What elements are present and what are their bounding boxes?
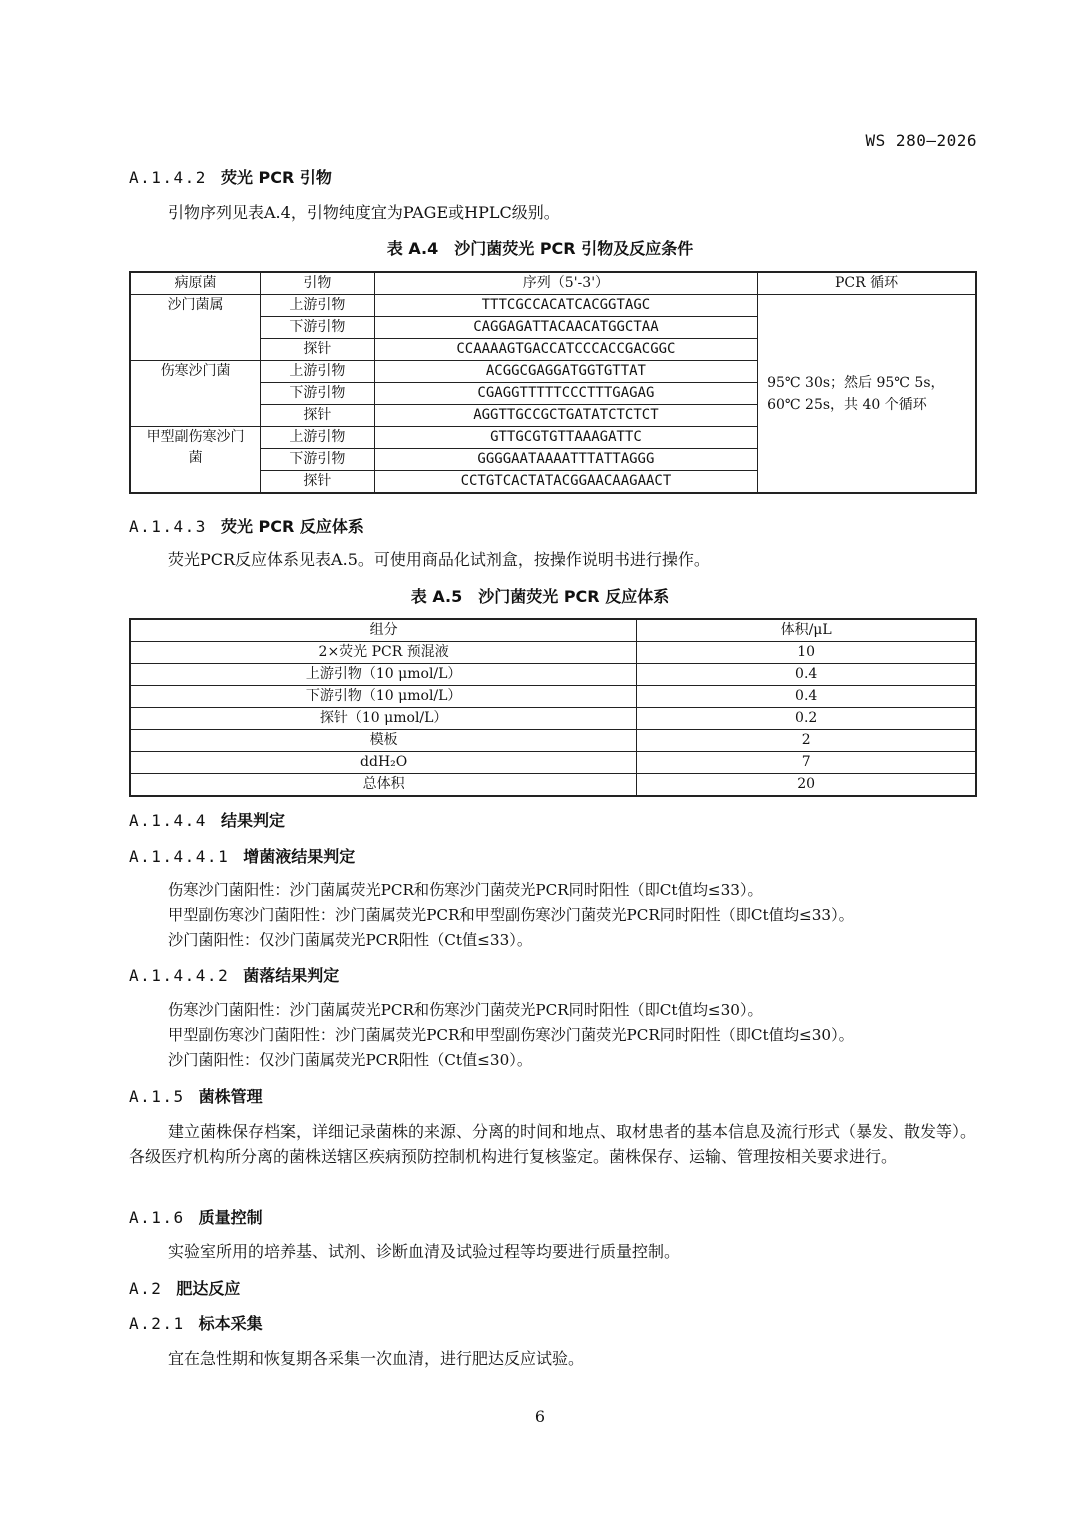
section-heading-a1-5	[129, 1084, 263, 1107]
sequence-cell: GGGGAATAAAATTTATTAGGG	[374, 449, 757, 471]
table-header-row	[130, 272, 976, 295]
table-header-row	[130, 619, 976, 642]
table-a4	[129, 271, 977, 494]
sequence-cell: CAGGAGATTACAACATGGCTAA	[374, 317, 757, 339]
paragraph: 伤寒沙门菌阳性：沙门菌属荧光PCR和伤寒沙门菌荧光PCR同时阳性（即Ct值均≤33）。	[168, 881, 763, 899]
pathogen-cell: 沙门菌属	[130, 295, 261, 361]
section-number: A.1.4.4.1	[129, 847, 230, 866]
section-number: A.1.4.2	[129, 168, 207, 187]
sequence-cell: CCTGTCACTATACGGAACAAGAACT	[374, 471, 757, 494]
header-cell: 序列（5'-3'）	[374, 272, 757, 295]
paragraph: 荧光PCR反应体系见表A.5。可使用商品化试剂盒，按操作说明书进行操作。	[168, 550, 710, 569]
primer-cell: 下游引物	[261, 317, 375, 339]
section-heading-a1-4-2	[129, 165, 332, 188]
volume-cell: 7	[637, 752, 976, 774]
header-cell: 引物	[261, 272, 375, 295]
primer-cell: 下游引物	[261, 383, 375, 405]
paragraph: 实验室所用的培养基、试剂、诊断血清及试验过程等均要进行质量控制。	[168, 1242, 681, 1261]
table-caption-a4: 表 A.4 沙门菌荧光 PCR 引物及反应条件	[386, 239, 694, 258]
sequence-cell: CCAAAAGTGACCATCCCACCGACGGC	[374, 339, 757, 361]
document-code: WS 280—2026	[865, 131, 977, 150]
table-row	[130, 664, 976, 686]
table-row	[130, 686, 976, 708]
paragraph: 引物序列见表A.4，引物纯度宜为PAGE或HPLC级别。	[168, 203, 560, 222]
section-heading-a2	[129, 1276, 240, 1299]
table-a5	[129, 618, 977, 797]
section-title: 肥达反应	[176, 1279, 241, 1298]
section-title: 菌落结果判定	[243, 966, 340, 985]
paragraph: 建立菌株保存档案，详细记录菌株的来源、分离的时间和地点、取材患者的基本信息及流行形式（暴发、散发等）。各级医疗机构所分离的菌株送辖区疾病预防控制机构进行复核鉴定。菌株保存、运输、管理按相关要求进行。	[129, 1122, 977, 1166]
section-heading-a2-1	[129, 1311, 263, 1334]
pathogen-cell: 伤寒沙门菌	[130, 361, 261, 427]
section-number: A.1.6	[129, 1208, 185, 1227]
component-cell: 探针（10 μmol/L）	[130, 708, 637, 730]
table-row	[130, 774, 976, 797]
sequence-cell: CGAGGTTTTTCCCTTTGAGAG	[374, 383, 757, 405]
header-cell: PCR 循环	[758, 272, 976, 295]
component-cell: 下游引物（10 μmol/L）	[130, 686, 637, 708]
sequence-cell: TTTCGCCACATCACGGTAGC	[374, 295, 757, 317]
primer-cell: 上游引物	[261, 427, 375, 449]
pcr-cycle-line: 60℃ 25s，共 40 个循环	[767, 396, 927, 413]
pcr-cycle-cell	[758, 295, 976, 494]
volume-cell: 0.4	[637, 664, 976, 686]
component-cell: 总体积	[130, 774, 637, 797]
volume-cell: 10	[637, 642, 976, 664]
component-cell: 2×荧光 PCR 预混液	[130, 642, 637, 664]
section-number: A.1.4.4	[129, 811, 207, 830]
header-cell: 体积/μL	[637, 619, 976, 642]
section-number: A.2	[129, 1279, 163, 1298]
pathogen-cell: 甲型副伤寒沙门菌	[130, 427, 261, 494]
table-row	[130, 642, 976, 664]
pcr-cycle-line: 95℃ 30s；然后 95℃ 5s，	[767, 374, 945, 391]
primer-cell: 探针	[261, 471, 375, 494]
primer-cell: 探针	[261, 339, 375, 361]
component-cell: 模板	[130, 730, 637, 752]
paragraph: 沙门菌阳性：仅沙门菌属荧光PCR阳性（Ct值≤33）。	[168, 931, 533, 949]
section-title: 荧光 PCR 引物	[220, 168, 332, 187]
paragraph: 伤寒沙门菌阳性：沙门菌属荧光PCR和伤寒沙门菌荧光PCR同时阳性（即Ct值均≤30）。	[168, 1001, 763, 1019]
section-title: 结果判定	[220, 811, 285, 830]
section-title: 标本采集	[198, 1314, 263, 1333]
section-heading-a1-6	[129, 1205, 263, 1228]
section-heading-a1-4-3	[129, 514, 364, 537]
sequence-cell: AGGTTGCCGCTGATATCTCTCT	[374, 405, 757, 427]
paragraph: 甲型副伤寒沙门菌阳性：沙门菌属荧光PCR和甲型副伤寒沙门菌荧光PCR同时阳性（即Ct值均≤30）。	[168, 1026, 854, 1044]
page-number: 6	[534, 1407, 546, 1426]
primer-cell: 上游引物	[261, 295, 375, 317]
table-row	[130, 295, 976, 317]
section-title: 菌株管理	[198, 1087, 263, 1106]
table-row	[130, 730, 976, 752]
section-number: A.1.4.4.2	[129, 966, 230, 985]
section-heading-a1-4-4	[129, 808, 285, 831]
section-heading-a1-4-4-1	[129, 844, 355, 867]
primer-cell: 探针	[261, 405, 375, 427]
volume-cell: 0.4	[637, 686, 976, 708]
paragraph: 甲型副伤寒沙门菌阳性：沙门菌属荧光PCR和甲型副伤寒沙门菌荧光PCR同时阳性（即Ct值均≤33）。	[168, 906, 854, 924]
primer-cell: 上游引物	[261, 361, 375, 383]
table-row	[130, 708, 976, 730]
paragraph: 宜在急性期和恢复期各采集一次血清，进行肥达反应试验。	[168, 1349, 585, 1368]
sequence-cell: GTTGCGTGTTAAAGATTC	[374, 427, 757, 449]
volume-cell: 2	[637, 730, 976, 752]
volume-cell: 20	[637, 774, 976, 797]
section-title: 荧光 PCR 反应体系	[220, 517, 364, 536]
volume-cell: 0.2	[637, 708, 976, 730]
section-title: 质量控制	[198, 1208, 263, 1227]
table-caption-a5: 表 A.5 沙门菌荧光 PCR 反应体系	[410, 587, 670, 606]
section-title: 增菌液结果判定	[243, 847, 356, 866]
component-cell: ddH₂O	[130, 752, 637, 774]
section-number: A.1.4.3	[129, 517, 207, 536]
header-cell: 组分	[130, 619, 637, 642]
section-number: A.2.1	[129, 1314, 185, 1333]
table-row	[130, 752, 976, 774]
primer-cell: 下游引物	[261, 449, 375, 471]
sequence-cell: ACGGCGAGGATGGTGTTAT	[374, 361, 757, 383]
section-heading-a1-4-4-2	[129, 963, 339, 986]
component-cell: 上游引物（10 μmol/L）	[130, 664, 637, 686]
section-number: A.1.5	[129, 1087, 185, 1106]
paragraph: 沙门菌阳性：仅沙门菌属荧光PCR阳性（Ct值≤30）。	[168, 1051, 533, 1069]
header-cell: 病原菌	[130, 272, 261, 295]
